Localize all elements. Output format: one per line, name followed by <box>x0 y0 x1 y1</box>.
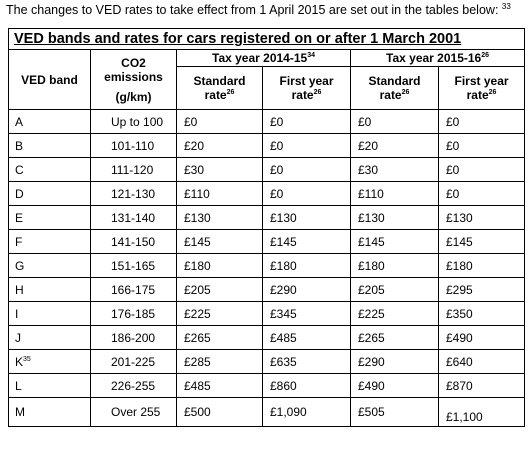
co2-cell: 111-120 <box>91 158 177 182</box>
band-cell <box>9 350 91 374</box>
year1-label: Tax year 2014-15 <box>212 51 308 65</box>
year2-label: Tax year 2015-16 <box>386 51 482 65</box>
band-letter: C <box>15 162 24 177</box>
first-year-rate-2015-cell: £0 <box>439 182 525 206</box>
standard-rate-2015-cell: £30 <box>351 158 439 182</box>
intro-footnote: 33 <box>501 1 511 11</box>
standard-rate-2014-cell: £500 <box>177 398 263 427</box>
standard-label-line2: rate <box>379 88 402 102</box>
band-cell <box>9 398 91 427</box>
standard-rate-2015-cell: £225 <box>351 302 439 326</box>
band-letter: B <box>15 138 24 153</box>
band-cell <box>9 230 91 254</box>
band-cell <box>9 206 91 230</box>
standard-rate-header-2 <box>351 67 439 110</box>
year1-footnote: 34 <box>307 52 315 59</box>
standard-rate-2015-cell: £110 <box>351 182 439 206</box>
first-year-rate-2014-cell: £145 <box>263 230 351 254</box>
standard-label-line2: rate <box>204 88 227 102</box>
co2-header <box>91 50 177 110</box>
standard-rate-2015-cell: £205 <box>351 278 439 302</box>
first-year-rate-2014-cell: £0 <box>263 182 351 206</box>
rate-footnote: 26 <box>226 89 235 96</box>
co2-cell: 151-165 <box>91 254 177 278</box>
band-cell <box>9 374 91 398</box>
rate-footnote: 26 <box>401 89 410 96</box>
first-year-rate-2014-cell: £860 <box>263 374 351 398</box>
table-row <box>9 230 525 254</box>
band-letter: L <box>15 378 22 393</box>
co2-header-line1: CO2 <box>121 55 146 70</box>
ved-rates-table <box>8 28 525 427</box>
standard-rate-2014-cell: £0 <box>177 110 263 134</box>
standard-rate-2015-cell: £290 <box>351 350 439 374</box>
standard-rate-2015-cell: £490 <box>351 374 439 398</box>
standard-rate-2014-cell: £145 <box>177 230 263 254</box>
standard-rate-2015-cell: £265 <box>351 326 439 350</box>
co2-cell: 131-140 <box>91 206 177 230</box>
table-row <box>9 278 525 302</box>
table-row <box>9 350 525 374</box>
band-letter: M <box>15 405 25 419</box>
standard-rate-2015-cell: £145 <box>351 230 439 254</box>
first-year-rate-header-1 <box>263 67 351 110</box>
band-header <box>9 50 91 110</box>
first-year-rate-2015-cell: £0 <box>439 134 525 158</box>
table-row <box>9 134 525 158</box>
standard-rate-2014-cell: £265 <box>177 326 263 350</box>
co2-cell: 176-185 <box>91 302 177 326</box>
co2-cell: 166-175 <box>91 278 177 302</box>
year2-header <box>351 50 525 67</box>
band-cell <box>9 158 91 182</box>
standard-label-line1: Standard <box>368 74 421 88</box>
rate-footnote: 26 <box>488 89 497 96</box>
band-letter: A <box>15 114 24 129</box>
band-cell <box>9 302 91 326</box>
band-cell <box>9 182 91 206</box>
band-letter: H <box>15 282 24 297</box>
band-letter: J <box>15 330 21 345</box>
first-year-rate-2014-cell: £180 <box>263 254 351 278</box>
standard-rate-2015-cell: £180 <box>351 254 439 278</box>
table-row <box>9 302 525 326</box>
table-row <box>9 326 525 350</box>
standard-rate-2015-cell: £130 <box>351 206 439 230</box>
year1-header <box>177 50 351 67</box>
first-year-rate-2015-cell: £0 <box>439 158 525 182</box>
rate-footnote: 26 <box>313 89 322 96</box>
first-year-rate-2014-cell: £345 <box>263 302 351 326</box>
first-year-rate-header-2 <box>439 67 525 110</box>
band-cell <box>9 326 91 350</box>
first-year-rate-2015-cell: £1,100 <box>439 398 525 427</box>
co2-cell: 141-150 <box>91 230 177 254</box>
table-row <box>9 182 525 206</box>
first-year-rate-2014-cell: £0 <box>263 158 351 182</box>
year2-footnote: 26 <box>481 52 490 59</box>
standard-rate-2014-cell: £485 <box>177 374 263 398</box>
co2-header-line2: emissions <box>104 69 163 84</box>
first-label-line2: rate <box>466 88 489 102</box>
first-year-rate-2014-cell: £130 <box>263 206 351 230</box>
first-year-rate-2015-cell: £145 <box>439 230 525 254</box>
band-cell <box>9 110 91 134</box>
standard-rate-2014-cell: £110 <box>177 182 263 206</box>
band-header-label: VED band <box>21 72 78 87</box>
first-year-rate-2015-cell: £640 <box>439 350 525 374</box>
co2-cell: 201-225 <box>91 350 177 374</box>
standard-rate-2014-cell: £30 <box>177 158 263 182</box>
standard-label-line1: Standard <box>193 74 246 88</box>
first-year-rate-2014-cell: £635 <box>263 350 351 374</box>
standard-rate-2015-cell: £20 <box>351 134 439 158</box>
first-year-rate-2014-cell: £0 <box>263 134 351 158</box>
band-letter: I <box>15 306 19 321</box>
band-letter: G <box>15 258 25 273</box>
first-label-line1: First year <box>279 74 334 88</box>
standard-rate-2014-cell: £285 <box>177 350 263 374</box>
band-letter: K <box>15 354 24 369</box>
band-cell <box>9 134 91 158</box>
co2-cell: 101-110 <box>91 134 177 158</box>
intro-sentence: The changes to VED rates to take effect from 1 April 2015 are set out in the tables below: <box>6 3 499 17</box>
co2-cell: 186-200 <box>91 326 177 350</box>
table-row <box>9 254 525 278</box>
table-row <box>9 158 525 182</box>
first-year-rate-2015-cell: £350 <box>439 302 525 326</box>
first-year-rate-2015-cell: £180 <box>439 254 525 278</box>
standard-rate-header-1 <box>177 67 263 110</box>
standard-rate-2014-cell: £225 <box>177 302 263 326</box>
first-year-rate-2014-cell: £1,090 <box>263 398 351 427</box>
standard-rate-2015-cell: £0 <box>351 110 439 134</box>
co2-cell: 121-130 <box>91 182 177 206</box>
first-year-rate-2015-cell: £0 <box>439 110 525 134</box>
band-cell <box>9 278 91 302</box>
first-label-line1: First year <box>454 74 509 88</box>
first-year-rate-2015-cell: £130 <box>439 206 525 230</box>
table-row <box>9 206 525 230</box>
standard-rate-2014-cell: £130 <box>177 206 263 230</box>
band-letter: D <box>15 186 24 201</box>
band-letter: E <box>15 210 24 225</box>
first-label-line2: rate <box>291 88 314 102</box>
co2-cell: Up to 100 <box>91 110 177 134</box>
first-year-rate-2015-cell: £490 <box>439 326 525 350</box>
co2-cell: Over 255 <box>91 398 177 427</box>
first-year-rate-2015-cell: £870 <box>439 374 525 398</box>
standard-rate-2014-cell: £20 <box>177 134 263 158</box>
co2-header-line3: (g/km) <box>115 89 152 104</box>
band-footnote: 35 <box>23 355 31 363</box>
table-row <box>9 398 525 427</box>
table-row <box>9 110 525 134</box>
intro-text <box>6 3 511 17</box>
table-row <box>9 374 525 398</box>
band-cell <box>9 254 91 278</box>
standard-rate-2014-cell: £180 <box>177 254 263 278</box>
standard-rate-2015-cell: £505 <box>351 398 439 427</box>
first-year-rate-2014-cell: £290 <box>263 278 351 302</box>
first-year-rate-2014-cell: £485 <box>263 326 351 350</box>
table-title: VED bands and rates for cars registered on or after 1 March 2001 <box>9 29 525 50</box>
standard-rate-2014-cell: £205 <box>177 278 263 302</box>
first-year-rate-2015-cell: £295 <box>439 278 525 302</box>
band-letter: F <box>15 234 23 249</box>
first-year-rate-2014-cell: £0 <box>263 110 351 134</box>
co2-cell: 226-255 <box>91 374 177 398</box>
